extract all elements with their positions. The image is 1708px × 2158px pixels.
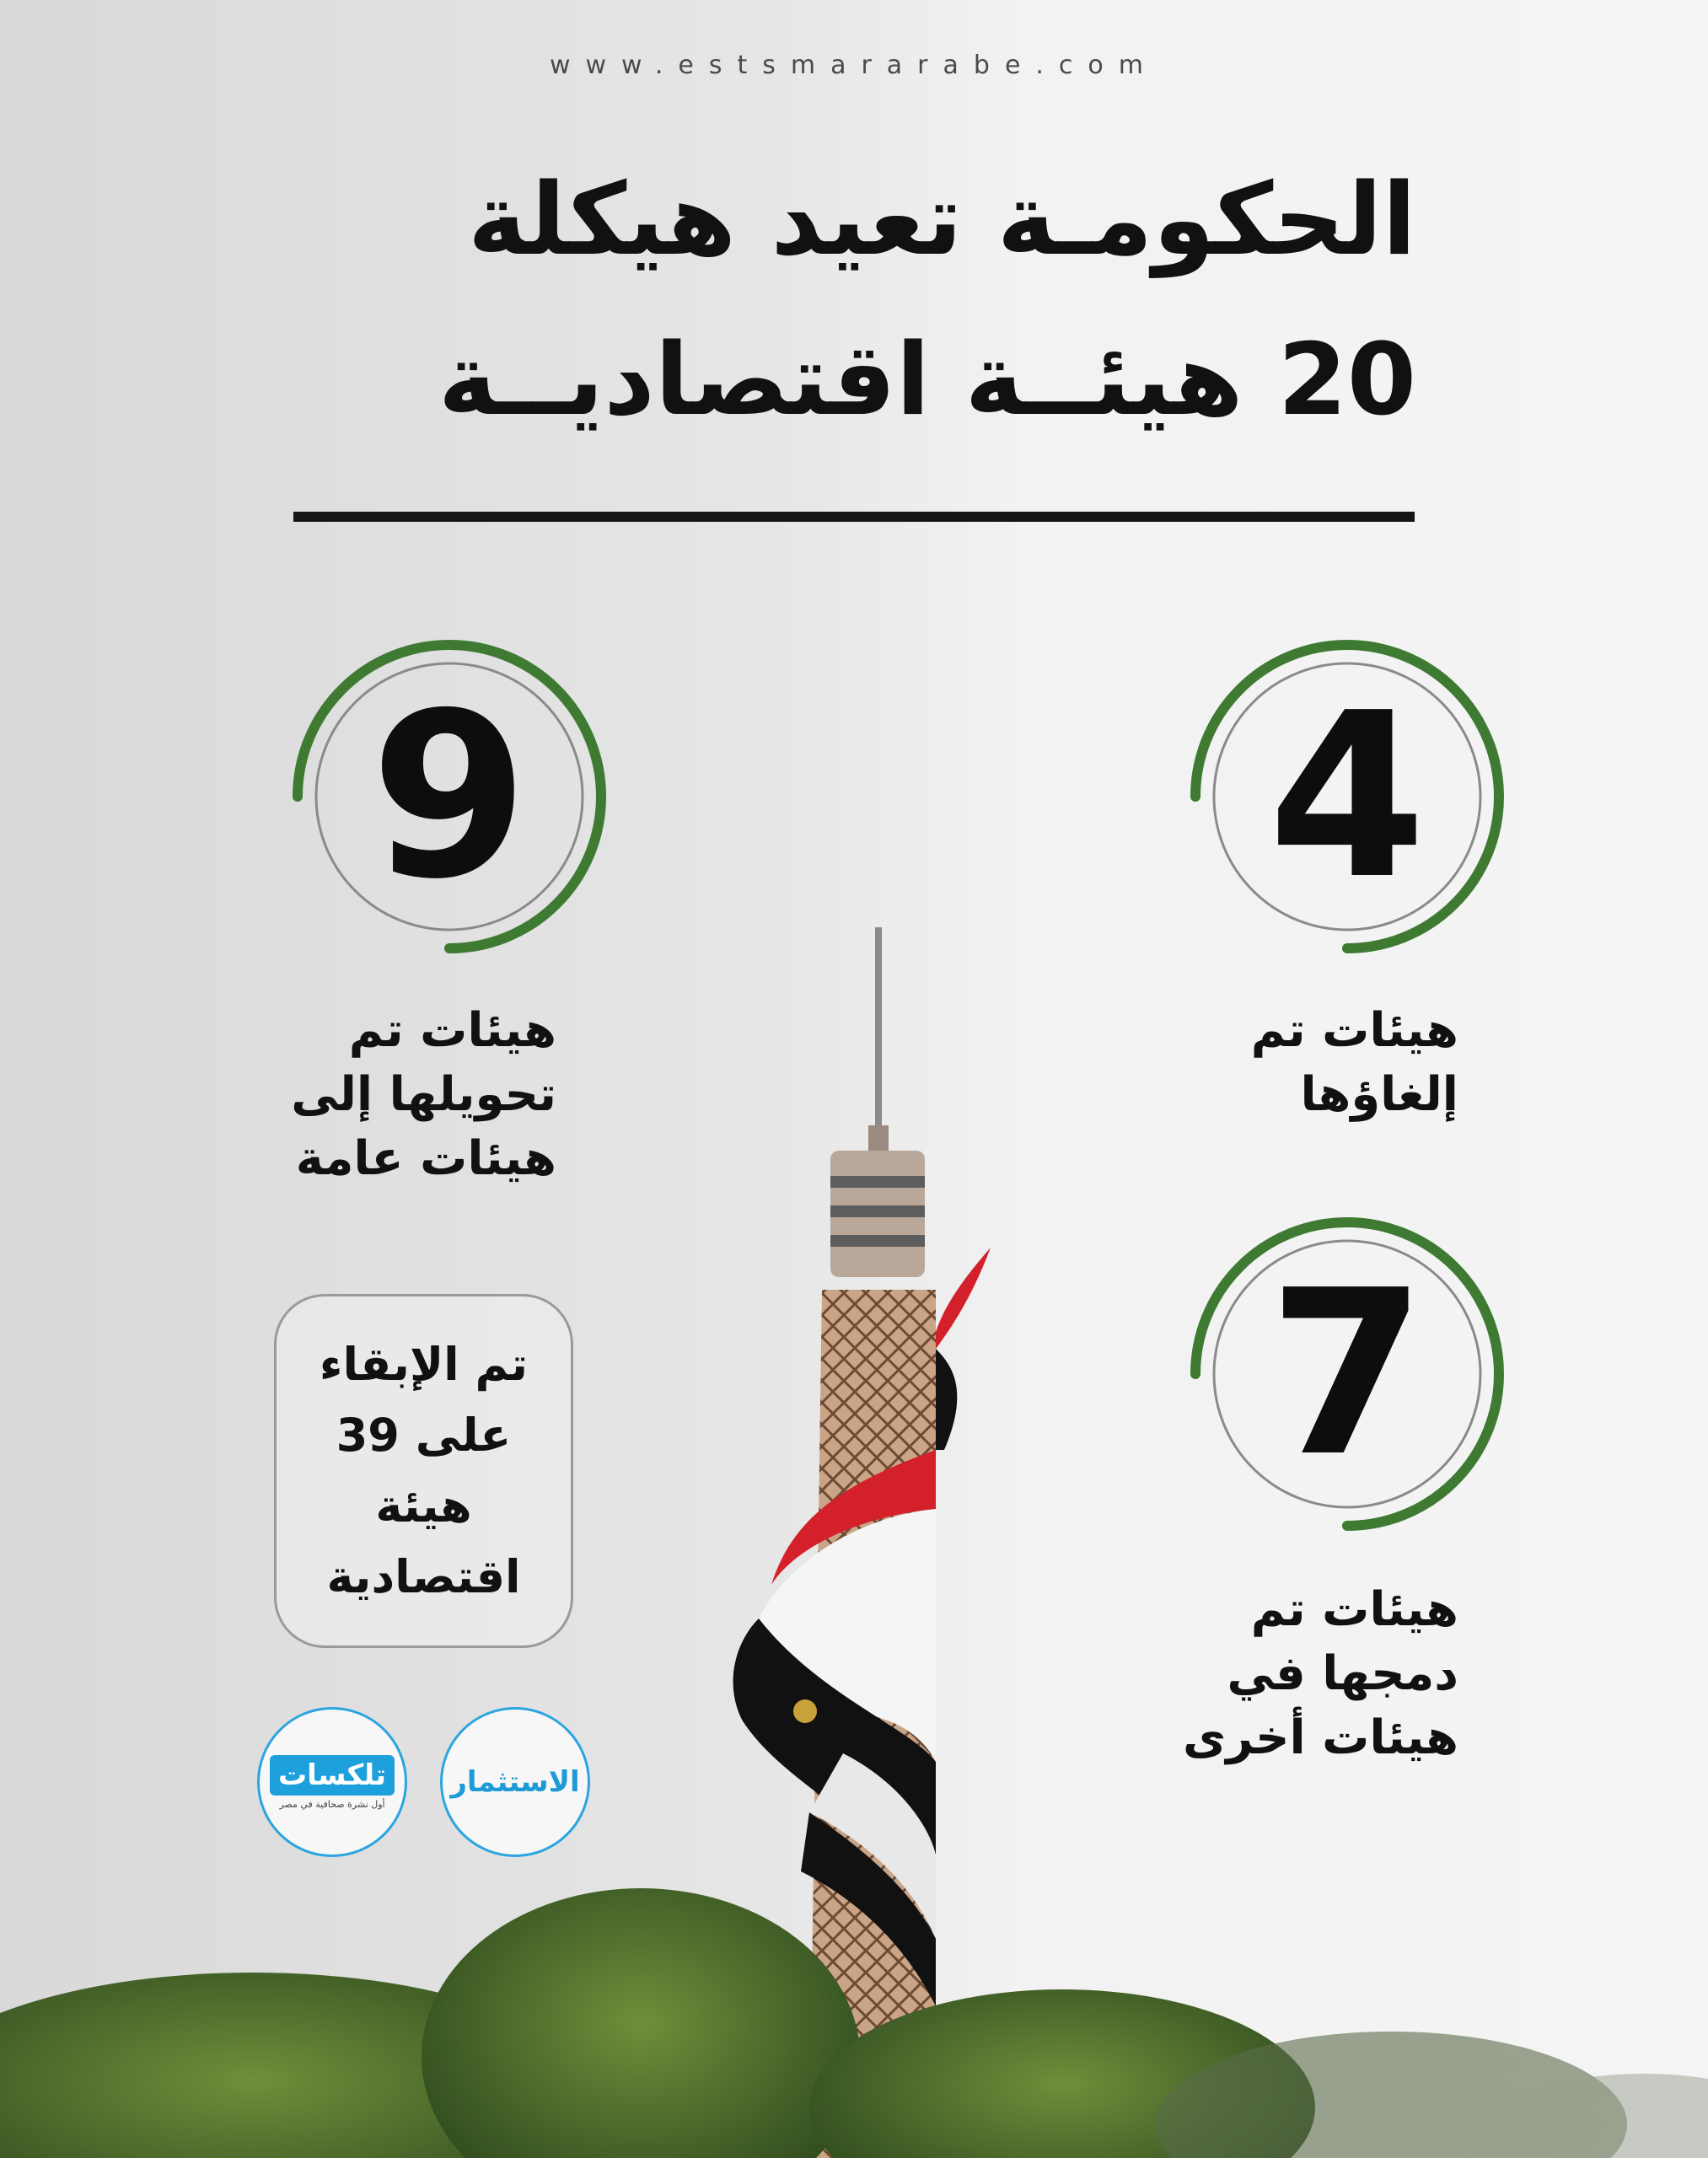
flag-ribbon-red-top <box>936 1248 991 1349</box>
title-line-1: الحكومـة تعيد هيكلة <box>467 161 1416 277</box>
flag-ribbon-black-top <box>936 1349 957 1450</box>
title-divider <box>293 512 1415 522</box>
stat-cancelled-caption: هيئات تم إلغاؤها <box>1250 1003 1458 1122</box>
stat-cancelled-number: 4 <box>1268 663 1426 929</box>
eagle-emblem-icon <box>793 1699 817 1723</box>
kept-entities-text: تم الإبقاء على 39 هيئة اقتصادية <box>319 1338 529 1603</box>
stat-cancelled <box>1179 628 1516 965</box>
telexat-logo-tagline: أول نشرة صحافية في مصر <box>279 1798 385 1810</box>
stat-merged-number: 7 <box>1268 1241 1426 1506</box>
telexat-logo-text: تلكسات <box>270 1755 395 1796</box>
tower-antenna <box>875 927 882 1130</box>
page-title <box>287 139 1416 459</box>
stat-merged <box>1179 1205 1516 1543</box>
kept-entities-box <box>274 1294 573 1648</box>
stat-converted <box>281 628 618 965</box>
website-url: www.estsmararabe.com <box>549 51 1159 80</box>
title-line-2: 20 هيئــة اقتصاديــة <box>438 321 1416 438</box>
telexat-logo <box>257 1707 407 1857</box>
stat-merged-caption: هيئات تم دمجها في هيئات أخرى <box>1182 1582 1458 1765</box>
estesmar-logo <box>440 1707 590 1857</box>
stat-converted-number: 9 <box>370 663 529 929</box>
estesmar-logo-text: الاستثمار <box>450 1765 580 1799</box>
stat-converted-caption: هيئات تم تحويلها إلى هيئات عامة <box>291 1003 556 1186</box>
